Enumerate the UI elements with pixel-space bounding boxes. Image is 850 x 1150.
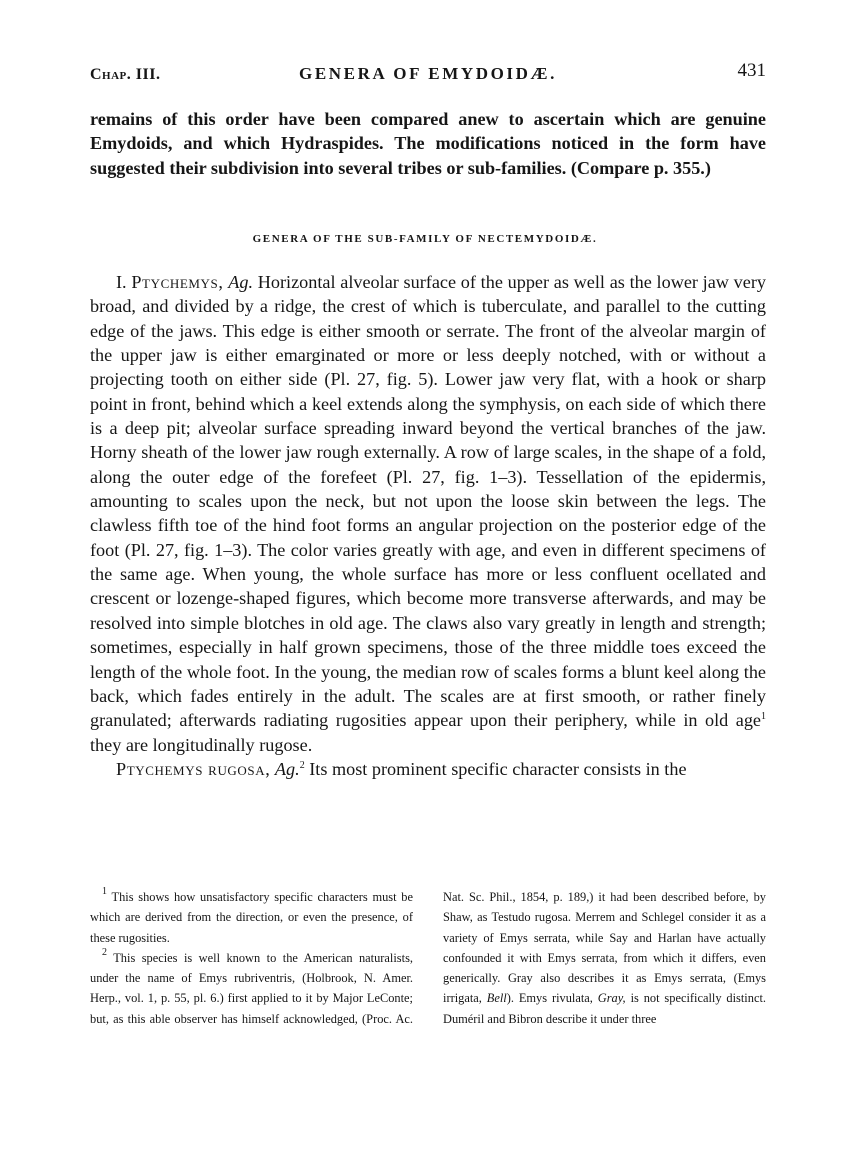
genus-authority: Ag.: [228, 272, 254, 292]
species-authority: Ag.: [274, 758, 300, 779]
footnote-2-italic-bell: Bell: [486, 991, 507, 1006]
footnote-marker-1: 1: [102, 886, 107, 897]
footnote-marker-2: 2: [102, 946, 107, 958]
running-title: GENERA OF EMYDOIDÆ.: [299, 64, 557, 83]
species-paragraph: [90, 757, 766, 781]
footnote-1: [90, 887, 413, 948]
genus-description: Horizontal alveolar surface of the upper as well as the lower jaw very broad, and divided by a ridge, the crest of which is tuberculate, and parallel to the cutting edge of the jaws. This edge is either smooth or serrate. The front of the alveolar margin of the upper jaw is either emarginated or more or less deeply notched, with or without a projecting tooth on either side (Pl. 27, fig. 5). Lower jaw very flat, with a hook or sharp point in front, behind which a keel extends along the symphysis, on each side of which there is a deep pit; alveolar surface spreading inward beyond the vertical branches of the jaw. Horny sheath of the lower jaw rough externally. A row of large scales, in the shape of a fold, along the outer edge of the forefeet (Pl. 27, fig. 1–3). Tessellation of the epidermis, amounting to scales upon the neck, but not upon the loose skin between the legs. The clawless fifth toe of the hind foot forms an angular projection on the posterior edge of the foot (Pl. 27, fig. 1–3). The color varies greatly with age, and even in different specimens of the same age. When young, the whole surface has more or less confluent ocellated and crescent or lozenge-shaped figures, which become more transverse afterwards, and may be resolved into simple blotches in old age. The claws also vary greatly in length and strength; sometimes, especially in half grown specimens, those of the three middle toes exceed the length of the whole foot. In the young, the median row of scales forms a blunt keel along the back, which fades entirely in the adult. The scales are at first smooth, or rather finely granulated; afterwards radiating rugosities appear upon their periphery, while in old age: [90, 272, 766, 731]
footnote-2-italic-gray: Gray,: [597, 991, 626, 1006]
footnote-reference-1: 1: [761, 711, 766, 723]
species-name: Ptychemys rugosa,: [116, 758, 271, 779]
footnotes: [90, 887, 766, 1029]
footnote-2-text: This species is well known to the American naturalists, under the name of Emys rubriventris, (Holbrook, N. Amer. Herp., vol. 1, p. 55, pl. 6.) first applied to it by Major LeConte; but, as this able observer has himself acknowledged, (Proc. Ac. Nat. Sc. Phil., 1854, p. 189,) it had been described before, by Shaw, as Testudo rugosa. Merrem and Schlegel consider it as a variety of Emys serrata, while Say and Harlan have actually confounded it with Emys serrata, from which it differs, even generically. Gray also describes it as Emys serrata, (Emys irrigata,: [90, 890, 766, 1026]
chapter-label: Chap. III.: [90, 66, 161, 83]
page-number: 431: [737, 60, 766, 81]
section-heading: GENERA OF THE SUB-FAMILY OF NECTEMYDOIDÆ.: [252, 233, 598, 245]
genus-name: Ptychemys,: [131, 272, 224, 292]
genus-paragraph: [90, 270, 766, 757]
footnote-2-text-end: is not specifically distinct. Duméril and Bibron describe it under three: [443, 991, 766, 1026]
footnote-2-text-middle: ). Emys rivulata,: [506, 991, 593, 1006]
running-header: [90, 60, 766, 86]
species-description: Its most prominent specific character consists in the: [309, 758, 687, 779]
intro-paragraph: remains of this order have been compared anew to ascertain which are genuine Emydoids, and which Hydraspides. The modifications noticed in the form have suggested their subdivision into several tribes or sub-families. (Compare p. 355.): [90, 109, 766, 178]
footnote-reference-2: 2: [299, 759, 305, 771]
main-text: [90, 270, 766, 781]
footnote-1-text: This shows how unsatisfactory specific characters must be which are derived from the direction, or even the presence, of these rugosities.: [90, 890, 413, 945]
genus-numeral: I.: [116, 272, 127, 292]
genus-description-end: they are longitudinally rugose.: [90, 734, 313, 755]
